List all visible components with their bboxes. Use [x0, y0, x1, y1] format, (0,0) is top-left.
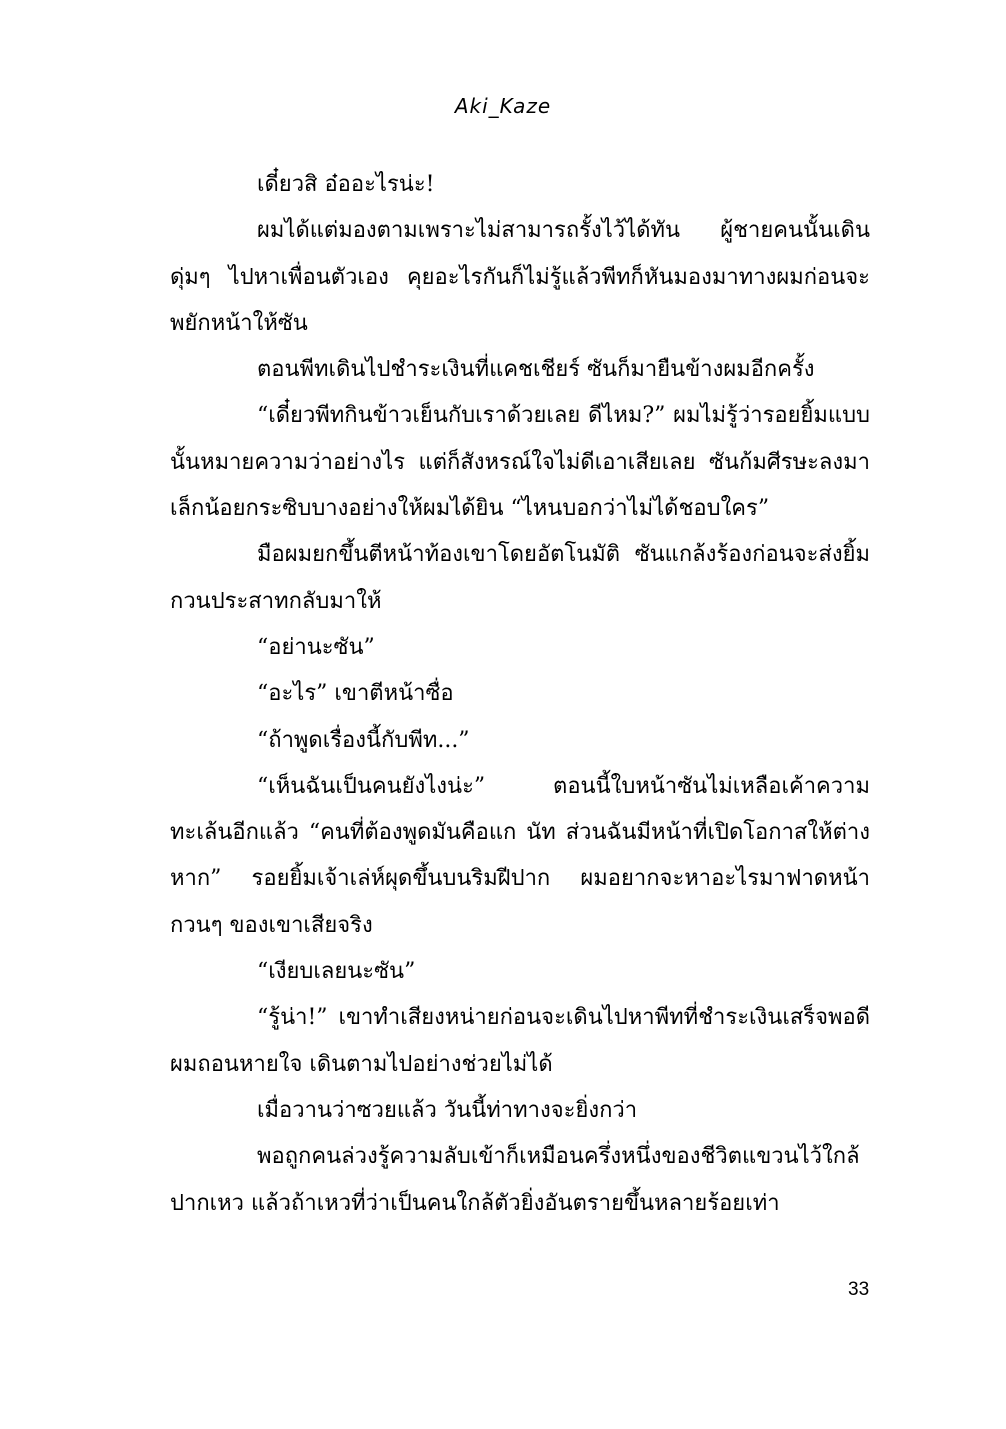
paragraph: “อะไร” เขาตีหน้าซื่อ: [257, 681, 454, 707]
running-header: Aki_Kaze: [454, 94, 552, 118]
paragraph: “ถ้าพูดเรื่องนี้กับพีท...”: [257, 727, 470, 753]
paragraph: เดี๋ยวสิ อ๋ออะไรน่ะ!: [257, 172, 435, 197]
paragraph: มือผมยกขึ้นตีหน้าท้องเขาโดยอัตโนมัติ ซันแกล้งร้องก่อนจะส่งยิ้มกวนประสาทกลับมาให้: [170, 542, 870, 614]
body-text: [170, 162, 870, 1227]
paragraph: เมื่อวานว่าซวยแล้ว วันนี้ท่าทางจะยิ่งกว่า: [257, 1097, 638, 1123]
paragraph: ตอนพีทเดินไปชำระเงินที่แคชเชียร์ ซันก็มายืนข้างผมอีกครั้ง: [257, 357, 815, 383]
paragraph: “เงียบเลยนะซัน”: [257, 959, 416, 985]
paragraph: “รู้น่า!” เขาทำเสียงหน่ายก่อนจะเดินไปหาพีทที่ชำระเงินเสร็จพอดี ผมถอนหายใจ เดินตามไปอย่างช่วยไม่ได้: [170, 1005, 870, 1077]
paragraph: พอถูกคนล่วงรู้ความลับเข้าก็เหมือนครึ่งหนึ่งของชีวิตแขวนไว้ใกล้ปากเหว แล้วถ้าเหวที่ว่าเป็นคนใกล้ตัวยิ่งอันตรายขึ้นหลายร้อยเท่า: [170, 1144, 860, 1216]
paragraph: “อย่านะซัน”: [257, 634, 375, 660]
page-number: 33: [848, 1279, 870, 1300]
paragraph: “เดี๋ยวพีทกินข้าวเย็นกับเราด้วยเลย ดีไหม?” ผมไม่รู้ว่ารอยยิ้มแบบนั้นหมายความว่าอย่างไร แต่ก็สังหรณ์ใจไม่ดีเอาเสียเลย ซันก้มศีรษะลงมาเล็กน้อยกระซิบบางอย่างให้ผมได้ยิน “ไหนบอกว่าไม่ได้ชอบใคร”: [170, 403, 870, 522]
paragraph: “เห็นฉันเป็นคนยังไงน่ะ” ตอนนี้ใบหน้าซันไม่เหลือเค้าความทะเล้นอีกแล้ว “คนที่ต้องพูดมันคือแก นัท ส่วนฉันมีหน้าที่เปิดโอกาสให้ต่างหาก” รอยยิ้มเจ้าเล่ห์ผุดขึ้นบนริมฝีปาก ผมอยากจะหาอะไรมาฟาดหน้ากวนๆ ของเขาเสียจริง: [170, 773, 870, 938]
paragraph: ผมได้แต่มองตามเพราะไม่สามารถรั้งไว้ได้ทัน ผู้ชายคนนั้นเดินดุ่มๆ ไปหาเพื่อนตัวเอง คุยอะไรกันก็ไม่รู้แล้วพีทก็หันมองมาทางผมก่อนจะพยักหน้าให้ซัน: [170, 218, 870, 336]
